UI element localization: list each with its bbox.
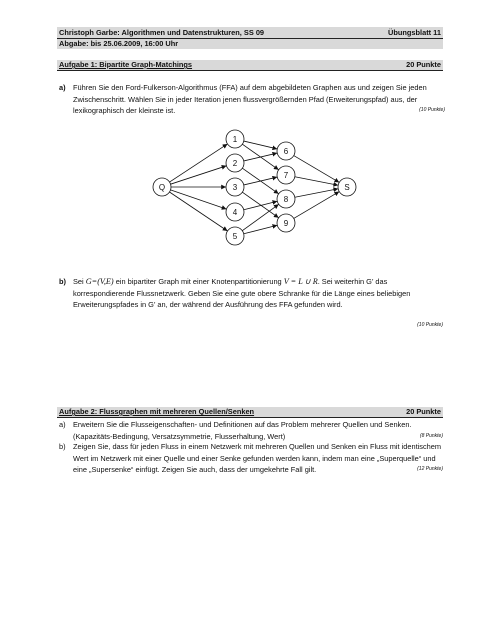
task1-part-b-points: (10 Punkte) [417,322,443,328]
task2-part-b [57,441,443,476]
edge-3-9 [242,192,278,218]
graph-nodes [153,130,356,245]
node-7 [277,166,295,184]
node-label: S [344,183,350,192]
deadline-text: Abgabe: bis 25.06.2009, 16:00 Uhr [59,39,179,48]
task1-part-b [57,276,443,311]
task2-part-a-label: a) [59,420,66,429]
task1-part-a-points: (10 Punkte) [419,107,445,113]
edge-Q-4 [171,190,227,209]
task2-points: 20 Punkte [406,407,441,416]
edge-Q-1 [170,144,228,182]
node-9 [277,214,295,232]
task2-part-a-text: Erweitern Sie die Flusseigenschaften- und Definitionen auf das Problem mehrerer Quellen und Senken. (Kapazitäts-Bedingung, Versatzsymmetrie, Flusserhaltung, Wert) [73,420,412,441]
node-2 [226,154,244,172]
edge-1-6 [244,141,277,149]
edge-3-7 [244,177,277,185]
edge-9-S [294,192,339,219]
edge-Q-2 [171,166,227,184]
node-label: 9 [283,219,289,228]
sheet-number: Übungsblatt 11 [388,28,441,37]
node-label: 3 [232,183,238,192]
task2-part-b-text: Zeigen Sie, dass für jeden Fluss in einem Netzwerk mit mehreren Quellen und Senken ein Fluss mit identischem Wert im Netzwerk mit einer Quelle und einer Senke gefunden werden kann, indem man eine „Superquelle“ und eine „Supersenke“ einfügt. Zeigen Sie auch, dass der umgekehrte Fall gilt. [73,442,442,474]
node-4 [226,203,244,221]
task1-part-b-text-1: Sei [73,277,86,286]
node-Q [153,178,171,196]
task1-part-a-label: a) [59,83,66,92]
node-5 [226,227,244,245]
node-8 [277,190,295,208]
edge-6-S [294,156,339,183]
partition-formula: V = L ∪ R [283,277,318,286]
author-course-title: Christoph Garbe: Algorithmen und Datenstrukturen, SS 09 [59,28,265,37]
task1-title: Aufgabe 1: Bipartite Graph-Matchings [59,60,193,69]
edge-Q-5 [169,192,227,231]
node-label: 8 [283,195,289,204]
node-label: 4 [232,208,238,217]
node-6 [277,142,295,160]
graph-formula: G=(V,E) [85,277,114,286]
task2-part-b-label: b) [59,442,66,451]
task2-heading [57,407,443,418]
task1-part-b-text-2: ein bipartiter Graph mit einer Knotenpartitionierung [113,277,284,286]
graph-edges [169,141,339,234]
task1-part-b-text-3: . Sei weiterhin G’ das korrespondierende Flussnetzwerk. Geben Sie eine gute obere Schranke für die Länge eines beliebigen Erweiterungspfades in G’ an, der während der Ausführung des FFA gefunden wird. [73,277,411,309]
node-label: Q [158,183,166,192]
node-label: 1 [232,135,238,144]
node-label: 2 [232,159,238,168]
task1-part-b-label: b) [59,277,66,286]
task1-points: 20 Punkte [406,60,441,69]
task2-part-b-points: (12 Punkte) [417,466,443,472]
node-label: 7 [283,171,289,180]
edge-2-6 [244,153,277,161]
node-S [338,178,356,196]
task2-part-a [57,419,443,442]
node-1 [226,130,244,148]
task2-part-a-points: (8 Punkte) [419,432,443,439]
node-3 [226,178,244,196]
node-label: 6 [283,147,289,156]
node-label: 5 [232,232,238,241]
edge-5-8 [242,204,278,230]
task1-part-a-text: Führen Sie den Ford-Fulkerson-Algorithmus (FFA) auf dem abgebildeten Graphen aus und zeigen Sie jeden Zwischenschritt. Wählen Sie in jeder Iteration jenen flussvergrößernden Pfad (Erweiterungspfad) aus, der lexikographisch der kleinste ist. [73,83,427,115]
task2-title: Aufgabe 2: Flussgraphen mit mehreren Quellen/Senken [59,407,255,416]
